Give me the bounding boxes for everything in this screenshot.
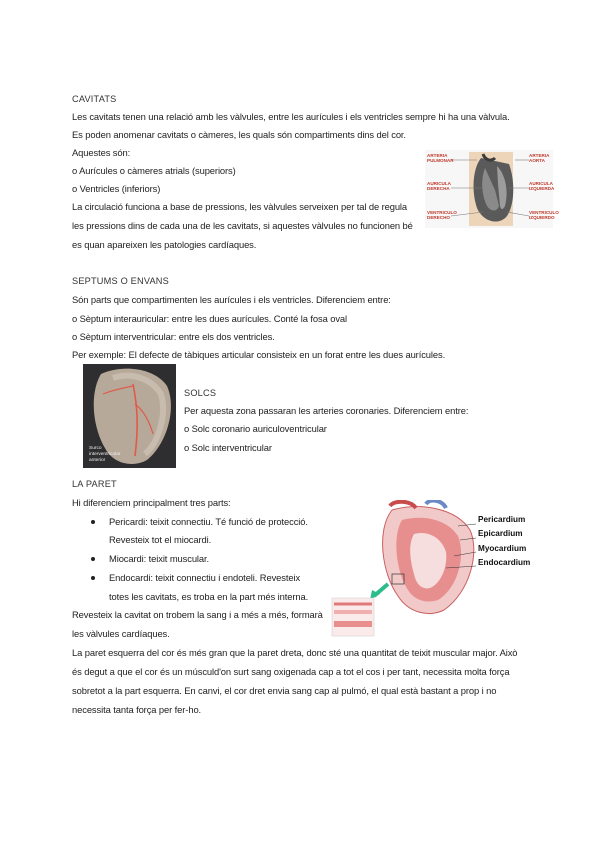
cavitats-line-7: les pressions dins de cada una de les cavitats, si aquestes vàlvules no funcionen bé (72, 220, 413, 231)
solcs-line-2: o Solc coronario auriculoventricular (184, 423, 327, 434)
cavitats-line-5: o Ventricles (inferiors) (72, 183, 161, 194)
label-endocardium: Endocardium (478, 558, 531, 567)
paret-after-line-2: les vàlvules cardíaques. (72, 628, 170, 639)
bullet-endocardi-line-2: totes les cavitats, es troba en la part més interna. (109, 591, 309, 602)
cavitats-line-3: Aquestes són: (72, 147, 131, 158)
cavitats-line-2: Es poden anomenar cavitats o càmeres, les quals són compartiments dins del cor. (72, 129, 406, 140)
heart-chambers-figure (425, 150, 559, 228)
label-epicardium: Epicardium (478, 529, 523, 538)
label-ventriculo-izquierdo: VENTRICULO IZQUIERDO (529, 210, 559, 220)
paret-closing-line-4: necessita tanta força per fer-ho. (72, 704, 202, 715)
bullet-endocardi-line-1: Endocardi: teixit connectiu i endoteli. Revesteix (109, 572, 301, 583)
septums-line-3: o Sèptum interventricular: entre els dos ventricles. (72, 331, 275, 342)
bullet-pericardi-line-2: Revesteix tot el miocardi. (109, 534, 212, 545)
cavitats-line-4: o Aurícules o càmeres atrials (superiors) (72, 165, 236, 176)
septums-line-1: Són parts que compartimenten les aurícules i els ventricles. Diferenciem entre: (72, 294, 391, 305)
septums-line-2: o Sèptum interauricular: entre les dues aurícules. Conté la fosa oval (72, 313, 348, 324)
bullet-miocardi-line-1: Miocardi: teixit muscular. (109, 553, 210, 564)
solcs-heading: SOLCS (184, 388, 217, 398)
septums-heading: SEPTUMS O ENVANS (72, 276, 169, 286)
cavitats-line-6: La circulació funciona a base de pressions, les vàlvules serveixen per tal de regula (72, 201, 408, 212)
label-myocardium: Myocardium (478, 544, 527, 553)
cavitats-line-8: es quan apareixen les patologies cardíaques. (72, 239, 257, 250)
label-arteria-pulmonar: ARTERIA PULMONAR (427, 153, 454, 163)
bullet-dot (91, 520, 95, 524)
label-arteria-aorta: ARTERIA AORTA (529, 153, 550, 163)
label-surco-interventricular: Surco interventricular anterior (89, 446, 121, 463)
paret-closing-line-1: La paret esquerra del cor és més gran que la paret dreta, donc sté una quantitat de teixit muscular major. Això (72, 647, 518, 658)
paret-after-line-1: Revesteix la cavitat on trobem la sang i a més a més, formarà (72, 609, 323, 620)
cavitats-line-1: Les cavitats tenen una relació amb les vàlvules, entre les aurícules i els ventricles sempre hi ha una vàlvula. (72, 111, 510, 122)
cavitats-heading: CAVITATS (72, 94, 117, 104)
paret-heading: LA PARET (72, 479, 117, 489)
heart-wall-figure (330, 500, 530, 640)
solcs-line-3: o Solc interventricular (184, 442, 272, 453)
label-ventriculo-derecho: VENTRICULO DERECHO (427, 210, 457, 220)
bullet-pericardi-line-1: Pericardi: teixit connectiu. Té funció de protecció. (109, 516, 308, 527)
paret-closing-line-3: sobretot a la part esquerra. En canvi, el cor dret envia sang cap al pulmó, el qual està bastant a prop i no (72, 685, 497, 696)
label-auricula-izquierda: AURICULA IZQUIERDA (529, 181, 555, 191)
label-pericardium: Pericardium (478, 515, 526, 524)
bullet-dot (91, 557, 95, 561)
paret-intro: Hi diferenciem principalment tres parts: (72, 497, 231, 508)
bullet-dot (91, 576, 95, 580)
coronary-heart-figure (83, 364, 176, 468)
septums-line-4: Per exemple: El defecte de tàbiques articular consisteix en un forat entre les dues aurícules. (72, 349, 446, 360)
solcs-line-1: Per aquesta zona passaran les arteries coronaries. Diferenciem entre: (184, 405, 469, 416)
label-auricula-derecha: AURICULA DERECHA (427, 181, 451, 191)
paret-closing-line-2: és degut a que el cor és un músculd'on surt sang oxigenada cap a tot el cos i per tant, necessita molta força (72, 666, 510, 677)
